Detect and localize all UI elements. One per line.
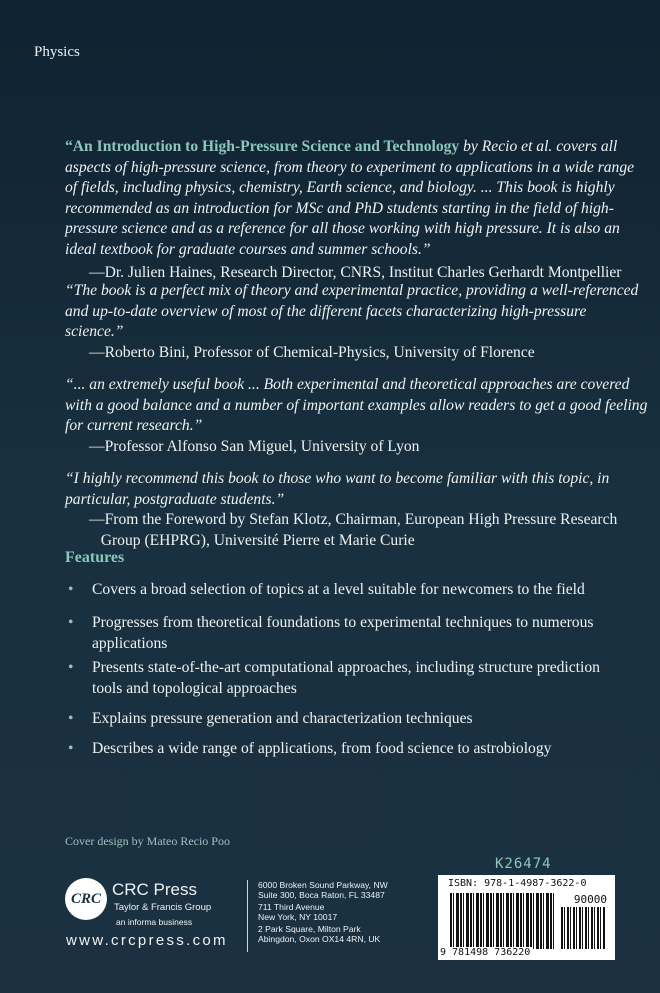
publisher-addresses xyxy=(258,880,388,946)
address-line: 711 Third Avenue xyxy=(258,902,325,912)
crc-logo: CRC xyxy=(65,878,107,920)
quote-line: aspects of high-pressure science, from theory to experiment to applications in a wide range xyxy=(65,158,635,176)
feature-text: Covers a broad selection of topics at a level suitable for newcomers to the field xyxy=(92,581,585,598)
feature-item xyxy=(68,613,594,654)
cover-credit: Cover design by Mateo Recio Poo xyxy=(65,834,230,848)
feature-item xyxy=(68,709,473,730)
publisher-url: www.crcpress.com xyxy=(66,932,228,949)
feature-text: Describes a wide range of applications, from food science to astrobiology xyxy=(92,740,552,757)
quote-line: of fields, including physics, chemistry, Earth science, and biology. ... This book is highly xyxy=(65,179,615,196)
quote-line: recommended as an introduction for MSc and PhD students starting in the field of high- xyxy=(65,199,614,217)
quote-attribution: —Professor Alfonso San Miguel, University of Lyon xyxy=(89,437,420,455)
book-title: “An Introduction to High-Pressure Science and Technology xyxy=(65,138,460,155)
quote-line: with a good balance and a number of important examples allow readers to get a good feeling xyxy=(65,396,648,414)
feature-item xyxy=(68,739,552,760)
review-quote-4 xyxy=(65,469,617,551)
barcode-bars xyxy=(450,893,555,949)
quote-line: “... an extremely useful book ... Both experimental and theoretical approaches are covered xyxy=(65,376,630,393)
isbn-text: ISBN: 978-1-4987-3622-0 xyxy=(448,878,587,889)
divider xyxy=(247,880,248,952)
product-code: K26474 xyxy=(495,856,552,872)
bullet-icon: • xyxy=(68,614,74,631)
feature-text: applications xyxy=(92,634,168,652)
bullet-icon: • xyxy=(68,581,74,598)
feature-text: Explains pressure generation and characterization techniques xyxy=(92,710,473,727)
price-barcode-bars xyxy=(561,907,606,949)
category-label: Physics xyxy=(34,44,80,60)
quote-line: by Recio et al. covers all xyxy=(459,138,618,155)
address-line: New York, NY 10017 xyxy=(258,912,338,922)
address-line: 6000 Broken Sound Parkway, NW xyxy=(258,880,388,890)
review-quote-3 xyxy=(65,375,647,457)
quote-attribution: —From the Foreword by Stefan Klotz, Chairman, European High Pressure Research xyxy=(89,511,618,528)
quote-attribution: Group (EHPRG), Université Pierre et Marie Curie xyxy=(89,531,415,549)
bullet-icon: • xyxy=(68,710,74,727)
quote-attribution: —Roberto Bini, Professor of Chemical-Physics, University of Florence xyxy=(89,343,535,361)
quote-line: pressure science and as a reference for all those working with high pressure. It is also an xyxy=(65,220,620,237)
quote-line: ideal textbook for graduate courses and summer schools.” xyxy=(65,240,431,258)
publisher-informa: an informa business xyxy=(116,917,193,927)
quote-line: “I highly recommend this book to those who want to become familiar with this topic, in xyxy=(65,470,610,487)
quote-line: particular, postgraduate students.” xyxy=(65,490,285,508)
quote-line: and up-to-date overview of most of the different facets characterizing high-pressure xyxy=(65,302,587,320)
price-code: 90000 xyxy=(573,893,607,906)
bullet-icon: • xyxy=(68,659,74,676)
review-quote-1 xyxy=(65,137,634,284)
feature-item xyxy=(68,580,585,601)
review-quote-2 xyxy=(65,281,638,363)
quote-line: science.” xyxy=(65,323,124,340)
bullet-icon: • xyxy=(68,740,74,757)
feature-text: Progresses from theoretical foundations to experimental techniques to numerous xyxy=(92,614,594,631)
feature-text: tools and topological approaches xyxy=(92,679,297,697)
publisher-name: CRC Press xyxy=(112,880,198,899)
quote-line: “The book is a perfect mix of theory and experimental practice, providing a well-referenced xyxy=(65,282,639,299)
publisher-group: Taylor & Francis Group xyxy=(114,902,212,913)
features-heading: Features xyxy=(65,549,125,566)
quote-line: for current research.” xyxy=(65,417,203,434)
feature-text: Presents state-of-the-art computational approaches, including structure prediction xyxy=(92,659,600,676)
address-line: Suite 300, Boca Raton, FL 33487 xyxy=(258,890,385,900)
feature-item xyxy=(68,658,600,699)
quote-attribution: —Dr. Julien Haines, Research Director, CNRS, Institut Charles Gerhardt Montpellier xyxy=(89,264,622,281)
address-line: Abingdon, Oxon OX14 4RN, UK xyxy=(258,934,381,944)
barcode-digits: 9 781498 736220 xyxy=(440,947,531,958)
isbn-barcode xyxy=(438,875,615,960)
address-line: 2 Park Square, Milton Park xyxy=(258,924,361,934)
